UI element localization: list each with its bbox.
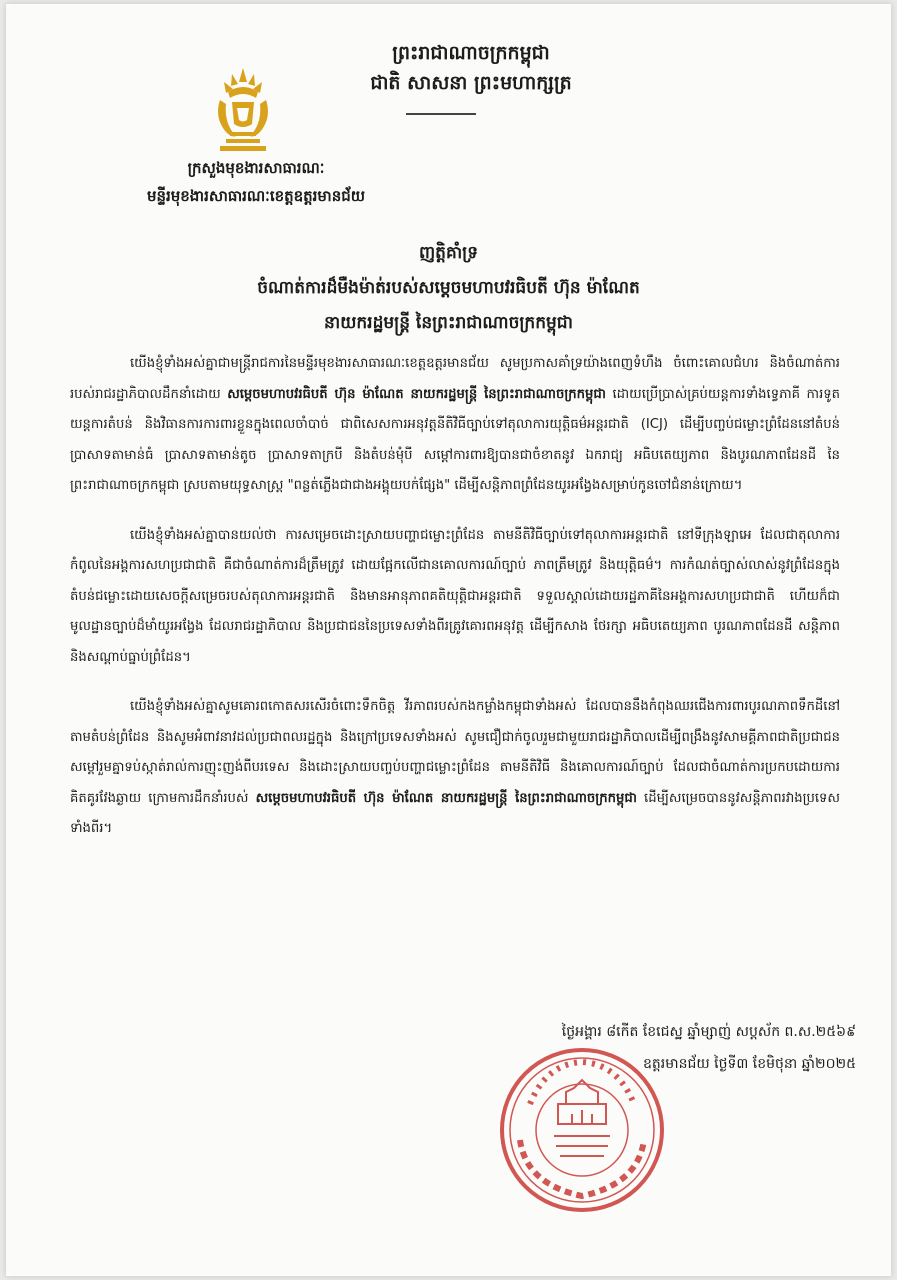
department-name: មន្ទីរមុខងារសាធារណៈខេត្តឧត្តរមានជ័យ	[146, 187, 366, 205]
paragraph-3: យើងខ្ញុំទាំងអស់គ្នាសូមគោរពកោតសរសើរចំពោះទឹកចិត្ត វីរភាពរបស់កងកម្លាំងកម្ពុជាទាំងអស់ ដែលបាននឹងកំពុងឈរជើងការពារបូរណភាពទឹកដីនៅតាមតំបន់ព្រំដែន និងសូមអំពាវនាវដល់ប្រជាពលរដ្ឋក្នុង និងក្រៅប្រទេសទាំងអស់ សូមជឿជាក់ចូលរួមជាមួយរាជរដ្ឋាភិបាលដើម្បីពង្រឹងនូវសាមគ្គីភាពជាតិប្រជាជន សម្តៅរួមគ្នាទប់ស្កាត់រាល់ការញុះញង់ពីបរទេស និងដោះស្រាយបញ្ចប់បញ្ហាជម្លោះព្រំដែន តាមនីតិវិធី និងគោលការណ៍ច្បាប់ ដែលជាចំណាត់ការប្រកបដោយការគិតគូរវែងឆ្ងាយ ក្រោមការដឹកនាំរបស់ សម្តេចមហាបវរធិបតី ហ៊ុន ម៉ាណែត នាយករដ្ឋមន្ត្រី នៃព្រះរាជាណាចក្រកម្ពុជា ដើម្បីសម្រេចបាននូវសន្តិភាពរវាងប្រទេសទាំងពីរ។	[70, 699, 840, 836]
prime-minister-name: សម្តេចមហាបវរធិបតី ហ៊ុន ម៉ាណែត នាយករដ្ឋមន្ត្រី នៃព្រះរាជាណាចក្រកម្ពុជា	[255, 790, 637, 806]
kingdom-title: ព្រះរាជាណាចក្រកម្ពុជា	[392, 42, 550, 64]
title-line-2: ចំណាត់ការដ៏មឺងម៉ាត់របស់សម្តេចមហាបវរធិបតី ហ៊ុន ម៉ាណែត	[257, 278, 640, 298]
paragraph-1: យើងខ្ញុំទាំងអស់គ្នាជាមន្ត្រីរាជការនៃមន្ទីរមុខងារសាធារណៈខេត្តឧត្តរមានជ័យ សូមប្រកាសគាំទ្រយ៉ាងពេញទំហឹង ចំពោះគោលជំហរ និងចំណាត់ការរបស់រាជរដ្ឋាភិបាលដឹកនាំដោយ សម្តេចមហាបវរធិបតី ហ៊ុន ម៉ាណែត នាយករដ្ឋមន្ត្រី នៃព្រះរាជាណាចក្រកម្ពុជា ដោយប្រើប្រាស់គ្រប់យន្តការទាំងទ្វេភាគី ការទូត យន្តការតំបន់ និងវិធានការការពារខ្លួនក្នុងពេលចាំបាច់ ជាពិសេសការអនុវត្តនីតិវិធីច្បាប់ទៅតុលាការយុត្តិធម៌អន្តរជាតិ (ICJ) ដើម្បីបញ្ចប់ជម្លោះព្រំដែននៅតំបន់ ប្រាសាទតាមាន់ធំ ប្រាសាទតាមាន់តូច ប្រាសាទតាក្របី និងតំបន់មុំបី សម្តៅការពារឱ្យបានជាចំខាតនូវ ឯករាជ្យ អធិបតេយ្យភាព និងបូរណភាពដែនដី នៃព្រះរាជាណាចក្រកម្ពុជា ស្របតាមយុទ្ធសាស្ត្រ "ពន្លត់ភ្លើងជាជាងអង្គុយបក់ផ្សែង" ដើម្បីសន្តិភាពព្រំដែនយូរអង្វែងសម្រាប់កូនចៅជំនាន់ក្រោយ។	[70, 356, 840, 493]
header-divider	[406, 113, 476, 115]
ministry-emblem-icon	[206, 66, 280, 154]
paragraph-2: យើងខ្ញុំទាំងអស់គ្នាបានយល់ថា ការសម្រេចដោះស្រាយបញ្ហាជម្លោះព្រំដែន តាមនីតិវិធីច្បាប់ទៅតុលាការអន្តរជាតិ នៅទីក្រុងឡាអេ ដែលជាតុលាការកំពូលនៃអង្គការសហប្រជាជាតិ គឺជាចំណាត់ការដ៏ត្រឹមត្រូវ ដោយផ្អែកលើជានគោលការណ៍ច្បាប់ ភាពត្រឹមត្រូវ និងយុត្តិធម៌។ ការកំណត់ច្បាស់លាស់នូវព្រំដែនក្នុងតំបន់ជម្លោះដោយសេចក្តីសម្រេចរបស់តុលាការអន្តរជាតិ និងមានអានុភាពគតិយុត្តិជាអន្តរជាតិ ទទួលស្គាល់ដោយរដ្ឋភាគីនៃអង្គការសហប្រជាជាតិ ហើយក៏ជាមូលដ្ឋានច្បាប់ដ៏មាំយូរអង្វែង ដែលរាជរដ្ឋាភិបាល និងប្រជាជននៃប្រទេសទាំងពីរត្រូវគោរពអនុវត្ត ដើម្បីកសាង ថែរក្សា អធិបតេយ្យភាព បូរណភាពដែនដី សន្តិភាព និងសណ្តាប់ធ្នាប់ព្រំដែន។	[70, 527, 840, 665]
solar-date: ឧត្តរមានជ័យ ថ្ងៃទី៣ ខែមិថុនា ឆ្នាំ២០២៥	[643, 1056, 856, 1072]
title-line-1: ញត្តិគាំទ្រ	[418, 243, 479, 263]
official-seal-icon	[496, 1044, 668, 1216]
prime-minister-name: សម្តេចមហាបវរធិបតី ហ៊ុន ម៉ាណែត នាយករដ្ឋមន្ត្រី នៃព្រះរាជាណាចក្រកម្ពុជា	[227, 386, 606, 402]
kingdom-motto: ជាតិ សាសនា ព្រះមហាក្សត្រ	[370, 72, 572, 94]
document-page	[6, 4, 891, 1276]
lunar-date: ថ្ងៃអង្គារ ៨កើត ខែជេស្ឋ ឆ្នាំម្សាញ់ សប្តស័ក ព.ស.២៥៦៩	[561, 1024, 856, 1040]
ministry-name: ក្រសួងមុខងារសាធារណៈ	[187, 159, 325, 177]
document-title	[126, 236, 771, 341]
ministry-header	[96, 154, 416, 210]
kingdom-header	[346, 38, 596, 98]
title-line-3: នាយករដ្ឋមន្ត្រី នៃព្រះរាជាណាចក្រកម្ពុជា	[324, 313, 573, 333]
document-body	[70, 349, 840, 864]
